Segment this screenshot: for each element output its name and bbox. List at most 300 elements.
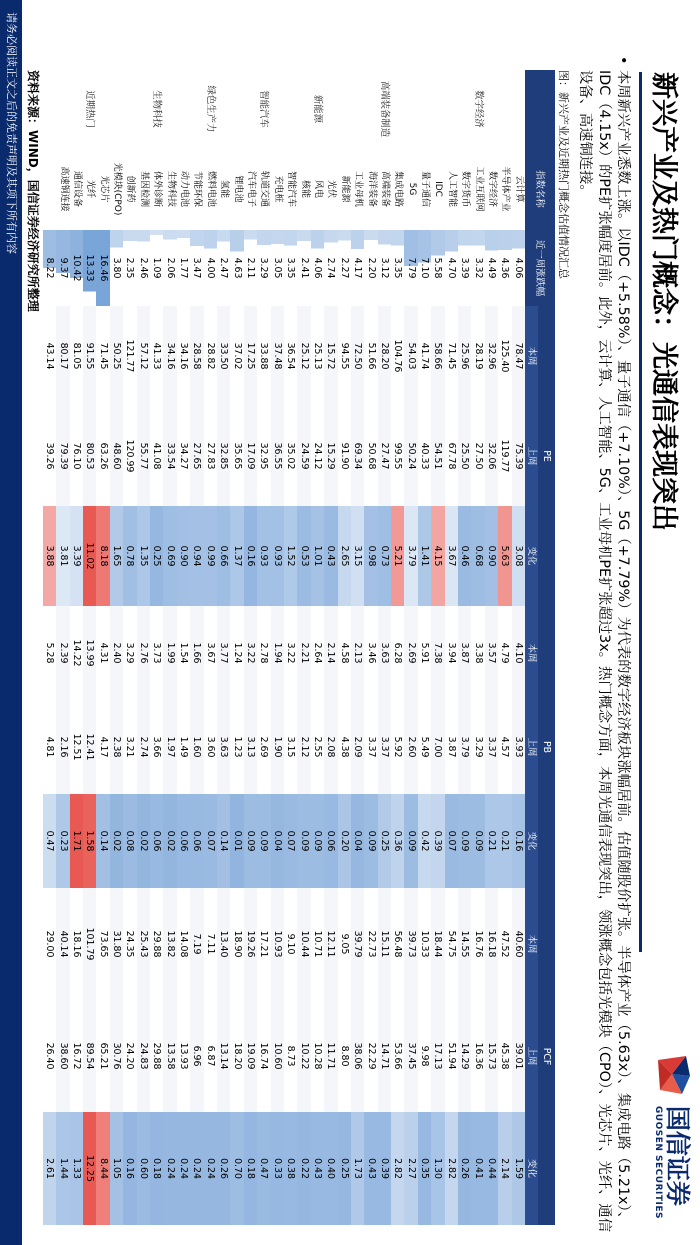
- pe-last-cell: 27.50: [471, 406, 484, 506]
- pe-chg-cell: 0.78: [123, 506, 136, 606]
- table-row: [391, 70, 404, 1225]
- pcf-this-week: 本周: [525, 888, 538, 1000]
- pe-this-cell: 37.48: [271, 306, 284, 406]
- pcf-last-cell: 17.13: [431, 1000, 444, 1112]
- pe-this-cell: 28.19: [471, 306, 484, 406]
- pb-last-cell: 2.08: [324, 700, 337, 794]
- pcf-chg-cell: 0.35: [418, 1112, 431, 1225]
- pe-last-cell: 33.54: [163, 406, 176, 506]
- row-weekly-change: 8.22: [43, 230, 56, 306]
- pcf-chg-cell: 0.33: [271, 1112, 284, 1225]
- pb-last-cell: 3.66: [150, 700, 163, 794]
- header-group: [525, 70, 555, 148]
- pcf-chg-cell: 1.73: [351, 1112, 364, 1225]
- pcf-this-cell: 24.35: [123, 888, 136, 1000]
- row-weekly-change: 4.06: [311, 230, 324, 306]
- row-weekly-change: 2.41: [297, 230, 310, 306]
- row-group: [230, 70, 243, 148]
- pe-this-cell: 125.40: [498, 306, 511, 406]
- row-group: [271, 70, 284, 148]
- source-note: 资料来源：WIND，国信证券经济研究所整理: [26, 70, 40, 312]
- pb-this-cell: 7.38: [431, 606, 444, 700]
- pe-this-cell: 71.45: [97, 306, 110, 406]
- table-row: [56, 70, 69, 1225]
- pcf-last-cell: 16.36: [471, 1000, 484, 1112]
- pe-last-cell: 35.65: [230, 406, 243, 506]
- row-weekly-change: 3.32: [471, 230, 484, 306]
- row-index-name: 半导体产业: [500, 166, 511, 212]
- pb-chg-cell: 0.06: [324, 794, 337, 888]
- pcf-this-cell: 54.75: [445, 888, 458, 1000]
- pe-chg-cell: 0.99: [204, 506, 217, 606]
- row-group: [485, 70, 498, 148]
- row-weekly-change: 1.09: [150, 230, 163, 306]
- pcf-last-cell: 30.76: [110, 1000, 123, 1112]
- pcf-last-cell: 39.01: [512, 1000, 525, 1112]
- row-weekly-change: 4.36: [498, 230, 511, 306]
- pb-this-week: 本周: [525, 606, 538, 700]
- row-weekly-change: 4.00: [204, 230, 217, 306]
- pb-chg-cell: 0.09: [458, 794, 471, 888]
- pb-this-cell: 5.91: [418, 606, 431, 700]
- pb-last-cell: 3.37: [485, 700, 498, 794]
- pcf-last-cell: 24.83: [137, 1000, 150, 1112]
- pb-chg-cell: 0.01: [230, 794, 243, 888]
- pb-this-cell: 4.58: [338, 606, 351, 700]
- pb-chg-cell: 0.14: [217, 794, 230, 888]
- pe-chg-cell: 1.65: [110, 506, 123, 606]
- row-index-name: 工业互联网: [473, 166, 484, 212]
- valuation-table: [43, 70, 555, 1225]
- row-weekly-change: 10.42: [70, 230, 83, 306]
- pe-chg-cell: 1.35: [137, 506, 150, 606]
- table-row: [324, 70, 337, 1225]
- pe-this-cell: 41.33: [150, 306, 163, 406]
- pcf-last-cell: 14.29: [458, 1000, 471, 1112]
- pe-last-cell: 69.34: [351, 406, 364, 506]
- row-group: 新能源: [311, 94, 323, 124]
- pe-last-cell: 34.27: [177, 406, 190, 506]
- pb-chg-cell: 0.42: [418, 794, 431, 888]
- row-group: [431, 70, 444, 148]
- row-group: [324, 70, 337, 148]
- pb-this-cell: 3.46: [364, 606, 377, 700]
- pcf-this-cell: 13.82: [163, 888, 176, 1000]
- pb-last-cell: 2.38: [110, 700, 123, 794]
- pe-this-cell: 80.17: [56, 306, 69, 406]
- pcf-this-cell: 10.33: [418, 888, 431, 1000]
- pe-this-cell: 25.96: [458, 306, 471, 406]
- pcf-this-cell: 15.11: [378, 888, 391, 1000]
- row-index-name: 工业母机: [353, 170, 364, 207]
- pcf-this-cell: 29.88: [150, 888, 163, 1000]
- pb-last-cell: 3.87: [445, 700, 458, 794]
- pcf-chg-cell: 0.40: [324, 1112, 337, 1225]
- table-row: [284, 70, 297, 1225]
- pb-this-cell: 1.99: [163, 606, 176, 700]
- pb-chg-cell: 0.21: [485, 794, 498, 888]
- pe-chg-cell: 0.93: [271, 506, 284, 606]
- table-row: [137, 70, 150, 1225]
- pcf-this-cell: 29.00: [43, 888, 56, 1000]
- row-group: [445, 70, 458, 148]
- pe-chg-cell: 5.21: [391, 506, 404, 606]
- table-row: [257, 70, 270, 1225]
- pcf-last-cell: 6.96: [190, 1000, 203, 1112]
- row-index-name: 量子通信: [420, 170, 431, 207]
- pe-this-cell: 94.55: [338, 306, 351, 406]
- pe-this-cell: 41.74: [418, 306, 431, 406]
- row-weekly-change: 3.29: [257, 230, 270, 306]
- pe-chg-cell: 0.94: [190, 506, 203, 606]
- pe-this-cell: 15.72: [324, 306, 337, 406]
- pcf-this-cell: 16.18: [485, 888, 498, 1000]
- row-index-name: 基因检测: [138, 170, 149, 207]
- table-row: [163, 70, 176, 1225]
- pb-this-cell: 4.79: [498, 606, 511, 700]
- row-index-name: 光芯片: [98, 175, 109, 203]
- pb-chg-cell: 0.07: [284, 794, 297, 888]
- row-index-name: 燃料电池: [205, 170, 216, 207]
- pcf-this-cell: 101.79: [83, 888, 96, 1000]
- row-group: [418, 70, 431, 148]
- pb-chg-cell: 0.36: [391, 794, 404, 888]
- table-row: [485, 70, 498, 1225]
- pcf-last-cell: 8.80: [338, 1000, 351, 1112]
- pcf-last-cell: 22.29: [364, 1000, 377, 1112]
- pb-last-cell: 2.69: [257, 700, 270, 794]
- pe-last-cell: 67.78: [445, 406, 458, 506]
- pb-last-cell: 7.00: [431, 700, 444, 794]
- row-index-name: 数字经济: [487, 170, 498, 207]
- pcf-chg-cell: 0.38: [284, 1112, 297, 1225]
- pe-last-cell: 32.95: [257, 406, 270, 506]
- pb-last-week: 上周: [525, 700, 538, 794]
- pb-this-cell: 2.64: [311, 606, 324, 700]
- row-weekly-change: 5.58: [431, 230, 444, 306]
- pcf-last-cell: 14.71: [378, 1000, 391, 1112]
- pe-last-cell: 79.39: [56, 406, 69, 506]
- pe-this-cell: 28.20: [378, 306, 391, 406]
- pe-this-cell: 81.05: [70, 306, 83, 406]
- pb-this-cell: 2.21: [297, 606, 310, 700]
- pb-last-cell: 12.41: [83, 700, 96, 794]
- table-row: [70, 70, 83, 1225]
- row-group: 数字经济: [472, 90, 484, 128]
- pcf-change: 变化: [525, 1112, 538, 1225]
- pb-last-cell: 1.97: [163, 700, 176, 794]
- pb-change: 变化: [525, 794, 538, 888]
- pe-chg-cell: 0.90: [177, 506, 190, 606]
- row-weekly-change: 4.17: [351, 230, 364, 306]
- pe-last-cell: 119.77: [498, 406, 511, 506]
- pe-last-cell: 99.55: [391, 406, 404, 506]
- row-weekly-change: 3.39: [458, 230, 471, 306]
- pe-last-cell: 24.59: [297, 406, 310, 506]
- pb-chg-cell: 0.06: [190, 794, 203, 888]
- pb-this-cell: 5.28: [43, 606, 56, 700]
- pcf-this-cell: 25.43: [137, 888, 150, 1000]
- pe-last-cell: 76.10: [70, 406, 83, 506]
- pe-chg-cell: 5.63: [498, 506, 511, 606]
- row-group: [297, 70, 310, 148]
- pe-this-cell: 43.14: [43, 306, 56, 406]
- pcf-chg-cell: 0.24: [190, 1112, 203, 1225]
- pcf-this-cell: 9.05: [338, 888, 351, 1000]
- pcf-last-cell: 51.94: [445, 1000, 458, 1112]
- pb-this-cell: 2.76: [137, 606, 150, 700]
- pb-this-cell: 1.66: [190, 606, 203, 700]
- pe-last-cell: 80.53: [83, 406, 96, 506]
- pb-last-cell: 1.23: [230, 700, 243, 794]
- table-row: [351, 70, 364, 1225]
- row-group: [217, 70, 230, 148]
- table-row: [297, 70, 310, 1225]
- pe-chg-cell: 3.88: [43, 506, 56, 606]
- row-weekly-change: 9.37: [56, 230, 69, 306]
- pcf-chg-cell: 0.25: [338, 1112, 351, 1225]
- pb-chg-cell: 0.02: [163, 794, 176, 888]
- pb-last-cell: 3.37: [378, 700, 391, 794]
- pb-this-cell: 3.77: [217, 606, 230, 700]
- pcf-chg-cell: 12.25: [83, 1112, 96, 1225]
- pb-chg-cell: 0.09: [244, 794, 257, 888]
- disclaimer-bar: 请务必阅读正文之后的免责声明及其项下所有内容: [0, 0, 22, 1245]
- table-row: [110, 70, 123, 1225]
- pe-last-cell: 48.60: [110, 406, 123, 506]
- pe-this-cell: 58.66: [431, 306, 444, 406]
- row-index-name: 通信设备: [71, 170, 82, 207]
- pe-last-cell: 63.26: [97, 406, 110, 506]
- title-divider: [639, 72, 642, 952]
- pe-last-cell: 50.24: [404, 406, 417, 506]
- row-weekly-change: 2.35: [123, 230, 136, 306]
- pcf-last-cell: 6.87: [204, 1000, 217, 1112]
- pcf-this-cell: 9.10: [284, 888, 297, 1000]
- pe-chg-cell: 11.02: [83, 506, 96, 606]
- pb-chg-cell: 0.09: [311, 794, 324, 888]
- row-group: [97, 70, 110, 148]
- pb-chg-cell: 0.09: [297, 794, 310, 888]
- pe-this-cell: 34.16: [163, 306, 176, 406]
- pb-last-cell: 3.93: [512, 700, 525, 794]
- pe-last-cell: 40.33: [418, 406, 431, 506]
- pcf-this-cell: 39.79: [351, 888, 364, 1000]
- pe-last-cell: 27.47: [378, 406, 391, 506]
- pb-this-cell: 1.54: [177, 606, 190, 700]
- pb-this-cell: 4.31: [97, 606, 110, 700]
- pe-last-cell: 27.83: [204, 406, 217, 506]
- pe-this-week: 本周: [525, 306, 538, 406]
- pb-last-cell: 4.81: [43, 700, 56, 794]
- pb-last-cell: 2.12: [297, 700, 310, 794]
- pe-last-cell: 27.65: [190, 406, 203, 506]
- pb-last-cell: 4.17: [97, 700, 110, 794]
- pb-this-cell: 3.22: [244, 606, 257, 700]
- row-index-name: 生物科技: [165, 170, 176, 207]
- summary-text: 本周新兴产业悉数上涨。以IDC（+5.58%）、量子通信（+7.10%）、5G（+7.79%）为代表的数字经济板块涨幅居前。估值随股价扩张。半导体产业（5.63x）、集成电路（5.21x）、IDC（4.15x）的PE扩张幅度居前。此外，云计算、人工智能、5G、工业母机PE扩张超过3x。热门概念方面，本周光通信表现突出，领涨概念包括光模块（CPO）、光芯片、光纤、通信设备、高速铜连接。: [577, 70, 631, 1233]
- pe-chg-cell: 1.52: [284, 506, 297, 606]
- pb-last-cell: 3.63: [217, 700, 230, 794]
- table-row: [204, 70, 217, 1225]
- pcf-last-cell: 9.98: [418, 1000, 431, 1112]
- pe-this-cell: 33.50: [217, 306, 230, 406]
- table-row: [378, 70, 391, 1225]
- pb-this-cell: 3.94: [445, 606, 458, 700]
- row-weekly-change: 7.79: [404, 230, 417, 306]
- pcf-chg-cell: 0.43: [311, 1112, 324, 1225]
- pcf-chg-cell: 1.59: [512, 1112, 525, 1225]
- row-group: 绿色生产力: [204, 85, 216, 133]
- row-group: 近期热门: [84, 90, 96, 128]
- table-row: [512, 70, 525, 1225]
- table-row: [418, 70, 431, 1225]
- pb-this-cell: 3.87: [458, 606, 471, 700]
- pb-chg-cell: 0.39: [431, 794, 444, 888]
- pb-chg-cell: 0.06: [177, 794, 190, 888]
- row-index-name: 光伏: [326, 179, 337, 198]
- row-group: [70, 70, 83, 148]
- row-group: [404, 70, 417, 148]
- row-index-name: IDC: [433, 181, 444, 197]
- row-group: [284, 70, 297, 148]
- pb-last-cell: 3.21: [123, 700, 136, 794]
- pb-last-cell: 1.90: [271, 700, 284, 794]
- pe-last-cell: 39.26: [43, 406, 56, 506]
- pe-chg-cell: 0.69: [163, 506, 176, 606]
- pe-this-cell: 57.12: [137, 306, 150, 406]
- pcf-last-cell: 45.38: [498, 1000, 511, 1112]
- row-group: [458, 70, 471, 148]
- pb-chg-cell: 0.09: [404, 794, 417, 888]
- pcf-this-cell: 10.93: [271, 888, 284, 1000]
- pe-this-cell: 71.45: [445, 306, 458, 406]
- pe-last-cell: 15.29: [324, 406, 337, 506]
- row-group: 生物科技: [151, 90, 163, 128]
- pe-chg-cell: 1.01: [311, 506, 324, 606]
- pb-chg-cell: 0.02: [110, 794, 123, 888]
- pcf-this-cell: 31.80: [110, 888, 123, 1000]
- header-index: 指数名称: [525, 148, 555, 230]
- row-group: 高端装备制造: [378, 80, 390, 138]
- pcf-last-cell: 65.21: [97, 1000, 110, 1112]
- row-index-name: 动力电池: [179, 170, 190, 207]
- pcf-chg-cell: 0.43: [364, 1112, 377, 1225]
- pcf-this-cell: 10.44: [297, 888, 310, 1000]
- row-index-name: 光纤: [85, 179, 96, 198]
- pcf-chg-cell: 0.44: [485, 1112, 498, 1225]
- pcf-this-cell: 16.76: [471, 888, 484, 1000]
- row-group: [351, 70, 364, 148]
- pcf-chg-cell: 0.24: [204, 1112, 217, 1225]
- pcf-last-cell: 24.20: [123, 1000, 136, 1112]
- pb-last-cell: 3.13: [244, 700, 257, 794]
- row-weekly-change: 3.35: [391, 230, 404, 306]
- pe-chg-cell: 3.15: [351, 506, 364, 606]
- pcf-chg-cell: 2.27: [404, 1112, 417, 1225]
- table-row: [458, 70, 471, 1225]
- pe-chg-cell: 0.90: [485, 506, 498, 606]
- figure-caption: 图：新兴产业及近期热门概念估值情况汇总: [557, 70, 570, 279]
- header-pb: PB: [538, 606, 555, 888]
- row-index-name: 锂电池: [232, 175, 243, 203]
- pe-last-cell: 36.55: [271, 406, 284, 506]
- pb-last-cell: 2.74: [137, 700, 150, 794]
- pb-last-cell: 5.92: [391, 700, 404, 794]
- row-group: [177, 70, 190, 148]
- pcf-last-cell: 26.40: [43, 1000, 56, 1112]
- pb-last-cell: 3.29: [471, 700, 484, 794]
- row-index-name: 体外诊断: [152, 170, 163, 207]
- pe-chg-cell: 0.98: [364, 506, 377, 606]
- pb-this-cell: 13.99: [83, 606, 96, 700]
- row-weekly-change: 2.20: [364, 230, 377, 306]
- row-group: [244, 70, 257, 148]
- pb-this-cell: 3.67: [204, 606, 217, 700]
- pcf-chg-cell: 0.70: [230, 1112, 243, 1225]
- pe-last-cell: 75.39: [512, 406, 525, 506]
- pe-last-cell: 32.06: [485, 406, 498, 506]
- pe-last-cell: 55.77: [137, 406, 150, 506]
- pcf-this-cell: 18.16: [70, 888, 83, 1000]
- pe-this-cell: 17.25: [244, 306, 257, 406]
- pcf-chg-cell: 1.05: [110, 1112, 123, 1225]
- pb-this-cell: 3.38: [471, 606, 484, 700]
- pe-chg-cell: 3.39: [70, 506, 83, 606]
- pe-chg-cell: 8.18: [97, 506, 110, 606]
- pb-last-cell: 2.09: [351, 700, 364, 794]
- pe-this-cell: 32.96: [485, 306, 498, 406]
- row-weekly-change: 3.35: [284, 230, 297, 306]
- row-weekly-change: 1.77: [177, 230, 190, 306]
- header-pcf: PCF: [538, 888, 555, 1225]
- pb-this-cell: 6.28: [391, 606, 404, 700]
- pcf-this-cell: 7.19: [190, 888, 203, 1000]
- row-group: [163, 70, 176, 148]
- pe-last-cell: 24.12: [311, 406, 324, 506]
- pcf-this-cell: 14.55: [458, 888, 471, 1000]
- pe-this-cell: 28.58: [190, 306, 203, 406]
- pe-last-cell: 54.51: [431, 406, 444, 506]
- pe-last-cell: 50.68: [364, 406, 377, 506]
- pb-chg-cell: 0.04: [351, 794, 364, 888]
- pe-chg-cell: 3.08: [512, 506, 525, 606]
- pcf-last-cell: 38.06: [351, 1000, 364, 1112]
- pcf-last-cell: 8.73: [284, 1000, 297, 1112]
- table-row: [177, 70, 190, 1225]
- pcf-last-cell: 13.58: [163, 1000, 176, 1112]
- row-index-name: 集成电路: [393, 170, 404, 207]
- pb-chg-cell: 0.09: [364, 794, 377, 888]
- pcf-this-cell: 13.40: [217, 888, 230, 1000]
- pb-this-cell: 3.57: [485, 606, 498, 700]
- table-row: [150, 70, 163, 1225]
- pe-this-cell: 104.76: [391, 306, 404, 406]
- table-row: [364, 70, 377, 1225]
- pb-this-cell: 14.22: [70, 606, 83, 700]
- pb-chg-cell: 0.09: [257, 794, 270, 888]
- pe-chg-cell: 2.65: [338, 506, 351, 606]
- row-index-name: 智能汽车: [286, 170, 297, 207]
- pb-last-cell: 2.16: [56, 700, 69, 794]
- row-weekly-change: 3.12: [378, 230, 391, 306]
- pcf-chg-cell: 0.47: [257, 1112, 270, 1225]
- table-row: [445, 70, 458, 1225]
- row-index-name: 充电桩: [272, 175, 283, 203]
- pb-last-cell: 3.79: [458, 700, 471, 794]
- pb-this-cell: 3.22: [284, 606, 297, 700]
- pe-last-cell: 120.99: [123, 406, 136, 506]
